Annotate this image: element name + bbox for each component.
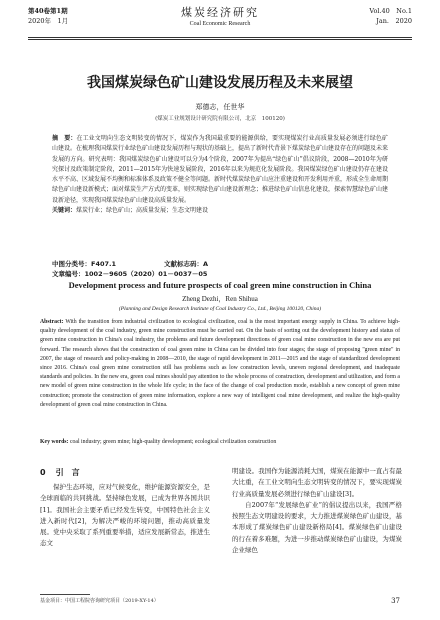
classification-row <box>52 259 388 279</box>
abstract-en <box>40 318 400 410</box>
issue-date-en: Jan. 2020 <box>376 17 412 25</box>
keywords-label-cn: 关键词： <box>52 207 77 215</box>
body-column-right <box>232 466 402 556</box>
abstract-cn <box>52 134 388 216</box>
abstract-label-en: Abstract: <box>40 319 64 325</box>
header-center <box>28 6 412 29</box>
issue-date-cn: 2020年 1月 <box>28 17 69 25</box>
abstract-text-cn: 在工业文明向生态文明转变的情况下，煤炭作为我国最重要的能源供给，要实现煤炭行业高质量发展必须进行绿色矿山建设。在梳理我国煤炭行业绿色矿山建设发展历程与现状的基础上，提出了新时代背景下煤炭绿色矿山建设存在的问题及未来发展的方向。研究表明：我国煤炭绿色矿山建设可以分为4个阶段，2007年为提出“绿色矿山”倡议阶段，2008—2010年为研究探讨及政策制定阶段，2011—2015年为快速发展阶段，2016年以来为规范化发展阶段。我国煤炭绿色矿山建设仍存在建设水平不高、区域发展不均衡和标准体系及政策不健全等问题。新时代煤炭绿色矿山应注重建设和开发利用并重，形成全生命周期绿色矿山建设新模式；面对煤炭生产方式的变革，则实现绿色矿山建设新理念；推进绿色矿山信息化建设，探索智慧绿色矿山建设新途径，实现我国煤炭绿色矿山建设高质量发展。 <box>52 135 389 204</box>
section-heading-introduction <box>40 466 210 480</box>
paragraph: 明建设。我国作为能源消耗大国，煤炭在能源中一直占有最大比重，在工业文明向生态文明转变的情况下，要实现煤炭行业高质量发展必须进行绿色矿山建设[3]。 <box>232 467 402 498</box>
header-rule-thin <box>28 39 412 40</box>
article-title-en: Development process and future prospects of coal green mine construction in China <box>68 280 372 290</box>
footnote-rule <box>40 594 90 595</box>
header-rule <box>28 37 412 38</box>
paragraph: 自2007年“发展绿色矿业”的倡议提出以来，我国严格按照生态文明建设的要求，大力推进煤炭绿色矿山建设，基本形成了煤炭绿色矿山建设新格局[4]。煤炭绿色矿山建设的行在着多难题，为进一步推动煤炭绿色矿山建设，为煤炭企业绿色 <box>232 500 402 555</box>
clc-number: 中图分类号：F407.1 <box>52 260 117 268</box>
section-title: 引 言 <box>55 468 80 477</box>
funding-footnote: 基金项目：中国工程院咨询研究项目（2019-XY-14） <box>40 598 159 604</box>
affiliation-en: (Planning and Design Research Institute of Coal Industry Co., Ltd., Beijing 100120, China) <box>118 306 322 312</box>
article-title-cn: 我国煤炭绿色矿山建设发展历程及未来展望 <box>87 75 353 91</box>
page-number: 37 <box>391 597 400 605</box>
keywords-label-en: Key words: <box>40 439 69 445</box>
document-code: 文献标志码：A <box>164 260 209 268</box>
journal-name-cn: 煤炭经济研究 <box>181 6 259 19</box>
header-right <box>369 6 412 26</box>
journal-name-en: Coal Economic Research <box>189 21 251 27</box>
volume-issue: 第40卷第1期 <box>28 7 68 15</box>
abstract-label-cn: 摘 要： <box>52 135 77 142</box>
abstract-text-en: With the transition from industrial civilization to ecological civilization, coal is the most important energy supply in China. To achieve high-quality development of the coal industry, green mine construction must be carried out. On the basis of sorting out the development history and status of green mine construction in China's coal industry, the problems and future development directions of green coal mine construction in the new era are put forward. The research shows that the construction of coal green mine in China can be divided into four stages; the stage of proposing "green mine" in 2007, the stage of research and policy-making in 2008—2010, the stage of rapid development in 2011—2015 and the stage of standardized development since 2016. China's coal green mine construction still has problems such as low construction levels, uneven regional development, and inadequate standards and policies. In the new era, green coal mines should pay attention to the whole process of construction, development and utilization, and form a new model of green mine construction in the whole life cycle; in the face of the change of coal production mode, establish a new concept of green mine construction; promote the construction of green mine information, explore a new way of intelligent coal mine development, and realize the high-quality development of green coal mine construction in China. <box>40 319 400 408</box>
article-number: 文章编号：1002－9605（2020）01－0037－05 <box>52 270 208 278</box>
keywords-text-cn: 煤炭行业；绿色矿山；高质量发展；生态文明建设 <box>76 207 209 215</box>
affiliation-cn: (煤炭工业规划设计研究院有限公司，北京 100120) <box>155 116 285 122</box>
section-number: 0 <box>40 468 46 477</box>
authors-en: Zheng Dezhi，Ren Shihua <box>182 295 258 303</box>
body-column-left <box>40 466 210 550</box>
authors-cn: 郑德志，任世华 <box>195 103 245 111</box>
journal-header <box>28 6 412 36</box>
volume-issue-en: Vol.40 No.1 <box>369 7 412 15</box>
keywords-en <box>40 438 400 447</box>
keywords-text-en: coal industry; green mine; high-quality development; ecological civilization construction <box>69 439 277 445</box>
paragraph: 保护生态环境，应对气候变化，维护能源资源安全，是全球面临的共同挑战。坚持绿色发展，已成为世界各国共识[1]。我国社会主要矛盾已经发生转变，中国特色社会主义进入新时代[2]，为解决严峻的环境问题，推动高质量发展。党中央采取了系列重要举措，适应发展新常态，推进生态文 <box>40 483 210 548</box>
